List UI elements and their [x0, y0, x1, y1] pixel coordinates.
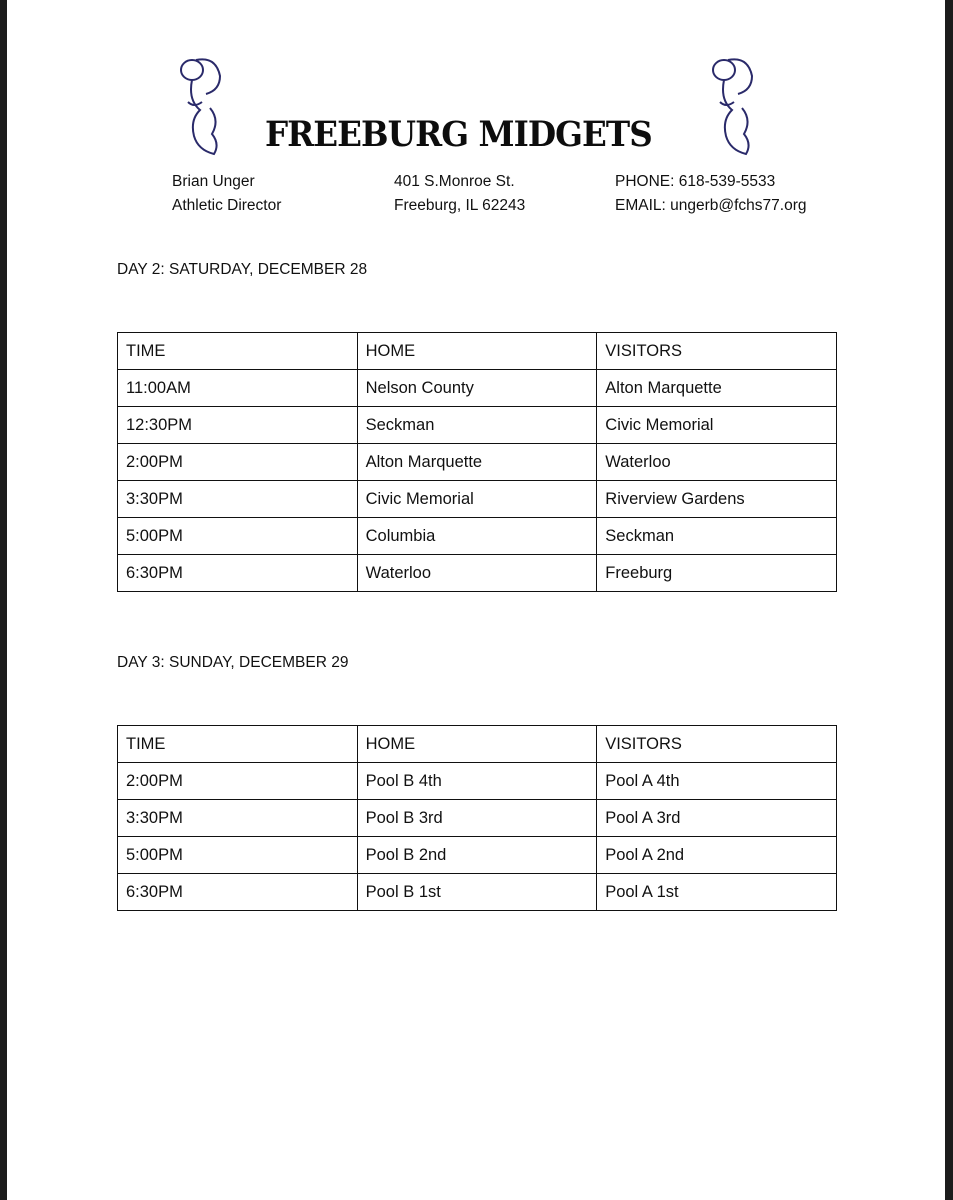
table-cell: Nelson County [357, 370, 597, 407]
table-cell: 5:00PM [118, 518, 358, 555]
table-row [118, 518, 837, 555]
table-cell: 3:30PM [118, 481, 358, 518]
table-cell: 12:30PM [118, 407, 358, 444]
table-cell: 11:00AM [118, 370, 358, 407]
table-cell: Seckman [357, 407, 597, 444]
contact-name [172, 170, 281, 217]
table-row [118, 407, 837, 444]
left-border [0, 0, 7, 1200]
page-title: FREEBURG MIDGETS [265, 114, 652, 155]
day2-heading: DAY 2: SATURDAY, DECEMBER 28 [117, 261, 368, 278]
table-cell: 2:00PM [118, 444, 358, 481]
contact-phone-email [615, 170, 807, 217]
table-row [118, 763, 837, 800]
column-header: VISITORS [597, 726, 837, 763]
table-row [118, 370, 837, 407]
table-cell: Pool A 2nd [597, 837, 837, 874]
table-header-row [118, 726, 837, 763]
table-row [118, 837, 837, 874]
table-cell: Pool A 4th [597, 763, 837, 800]
table-cell: Civic Memorial [597, 407, 837, 444]
phone: PHONE: 618-539-5533 [615, 173, 776, 190]
table-cell: Pool B 2nd [357, 837, 597, 874]
day3-schedule-table [117, 725, 837, 911]
table-cell: Pool A 3rd [597, 800, 837, 837]
table-cell: Waterloo [597, 444, 837, 481]
table-cell: 2:00PM [118, 763, 358, 800]
right-border [945, 0, 953, 1200]
table-cell: Alton Marquette [597, 370, 837, 407]
mascot-logo-right [710, 52, 756, 160]
table-cell: Pool B 1st [357, 874, 597, 911]
day3-heading: DAY 3: SUNDAY, DECEMBER 29 [117, 654, 349, 671]
table-cell: Waterloo [357, 555, 597, 592]
column-header: TIME [118, 333, 358, 370]
name: Brian Unger [172, 173, 255, 190]
table-cell: 6:30PM [118, 874, 358, 911]
table-cell: Columbia [357, 518, 597, 555]
role: Athletic Director [172, 196, 282, 214]
table-cell: Freeburg [597, 555, 837, 592]
table-cell: 6:30PM [118, 555, 358, 592]
column-header: HOME [357, 333, 597, 370]
column-header: VISITORS [597, 333, 837, 370]
day2-schedule-table [117, 332, 837, 592]
contact-address [394, 170, 525, 217]
column-header: HOME [357, 726, 597, 763]
table-row [118, 800, 837, 837]
table-header-row [118, 333, 837, 370]
mascot-logo-left [178, 52, 224, 160]
table-cell: Alton Marquette [357, 444, 597, 481]
table-row [118, 481, 837, 518]
table-row [118, 555, 837, 592]
table-row [118, 874, 837, 911]
table-cell: Pool B 4th [357, 763, 597, 800]
table-cell: Pool B 3rd [357, 800, 597, 837]
street: 401 S.Monroe St. [394, 173, 515, 190]
table-cell: Riverview Gardens [597, 481, 837, 518]
table-row [118, 444, 837, 481]
email: EMAIL: ungerb@fchs77.org [615, 196, 807, 214]
column-header: TIME [118, 726, 358, 763]
table-cell: Pool A 1st [597, 874, 837, 911]
city: Freeburg, IL 62243 [394, 196, 526, 214]
table-cell: Civic Memorial [357, 481, 597, 518]
table-cell: 3:30PM [118, 800, 358, 837]
table-cell: Seckman [597, 518, 837, 555]
table-cell: 5:00PM [118, 837, 358, 874]
